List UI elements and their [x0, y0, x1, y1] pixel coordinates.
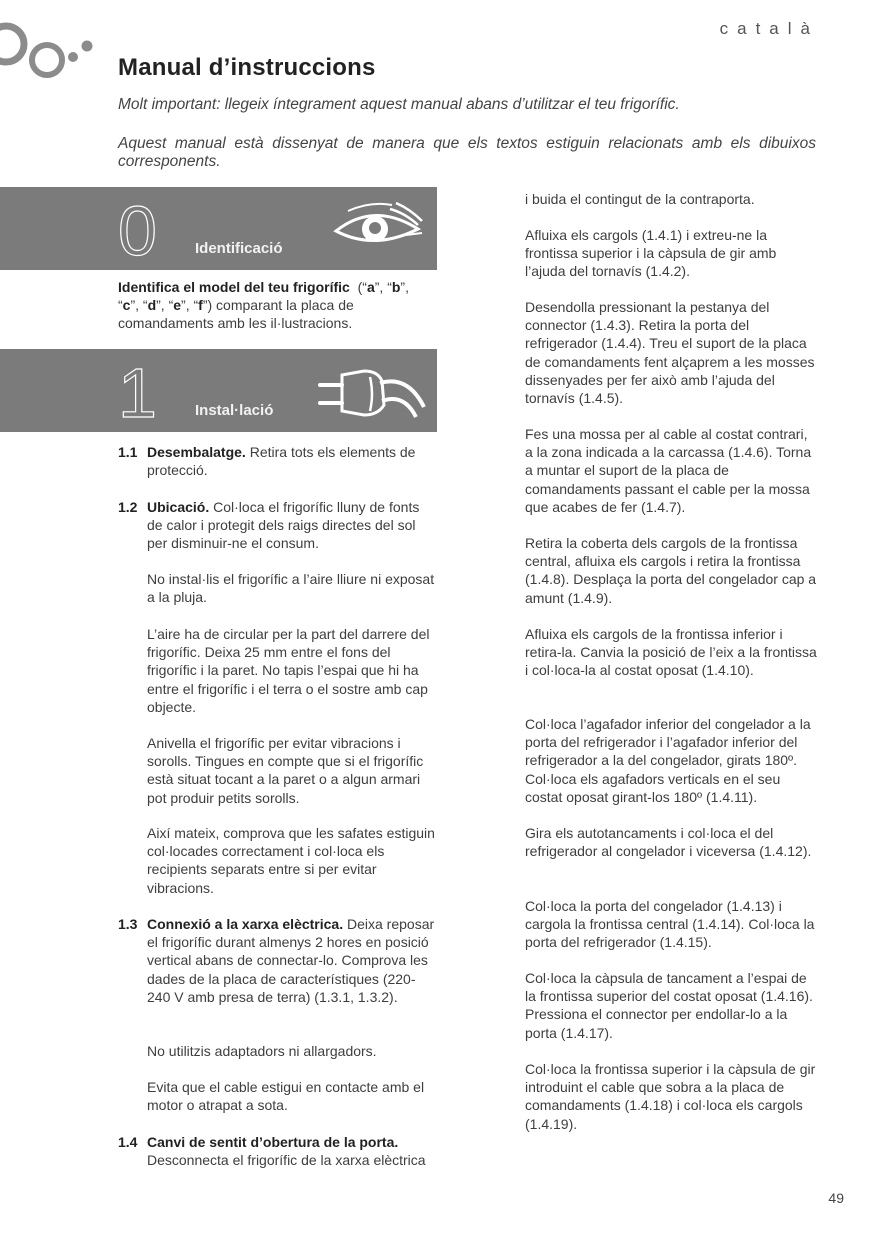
- section-number: 0: [118, 192, 157, 270]
- item-1-1: 1.1 Desembalatge. Retira tots els elements de protecció.: [118, 444, 416, 479]
- item-1-3: 1.3 Connexió a la xarxa elèctrica. Deixa reposar el frigorífic durant almenys 2 hores en posició vertical abans de connectar-lo. Comprova les dades de la placa de característiques (220-240 V amb presa de terra) (1.3.1, 1.3.2).: [118, 916, 435, 1005]
- item-1-4: 1.4 Canvi de sentit d’obertura de la porta. Desconnecta el frigorífic de la xarxa elèctrica: [118, 1134, 426, 1169]
- item-1-3-paragraph: Evita que el cable estigui en contacte amb el motor o atrapat a sota.: [147, 1079, 425, 1114]
- eye-icon: [330, 199, 426, 253]
- section-label: Identificació: [195, 240, 283, 257]
- right-paragraph: Col·loca la càpsula de tancament a l’espai de la frontissa superior del costat oposat (1.4.16). Pressiona el connector per endollar-lo a la porta (1.4.17).: [525, 970, 813, 1041]
- page-title: Manual d’instruccions: [118, 54, 376, 81]
- right-paragraph: Desendolla pressionant la pestanya del connector (1.4.3). Retira la porta del refrigerador (1.4.4). Treu el suport de la placa de comandaments fent alçaprem a les mosses dissenyades per fer això amb l’ajuda del tornavís (1.4.5).: [525, 299, 815, 407]
- right-paragraph: Gira els autotancaments i col·loca el del refrigerador al congelador i viceversa (1.4.12).: [525, 825, 812, 860]
- right-paragraph: i buida el contingut de la contraporta.: [525, 191, 755, 207]
- right-paragraph: Col·loca l’agafador inferior del congelador a la porta del refrigerador i l’agafador inferior del refrigerador a la del congelador, girats 180º. Col·loca els agafadors verticals en el seu costat oposat girant-los 180º (1.4.11).: [525, 716, 811, 805]
- page-number: 49: [828, 1190, 844, 1206]
- section-banner-installation: [0, 349, 437, 432]
- item-1-3-paragraph: No utilitzis adaptadors ni allargadors.: [147, 1043, 377, 1059]
- section-label: Instal·lació: [195, 402, 274, 419]
- right-paragraph: Afluixa els cargols (1.4.1) i extreu-ne la frontissa superior i la càpsula de gir amb l’ajuda del tornavís (1.4.2).: [525, 227, 777, 280]
- section-banner-identification: [0, 187, 437, 270]
- right-paragraph: Retira la coberta dels cargols de la frontissa central, afluixa els cargols i retira la frontissa (1.4.8). Desplaça la porta del congelador cap a amunt (1.4.9).: [525, 535, 817, 606]
- intro-design: Aquest manual està dissenyat de manera que els textos estiguin relacionats amb els dibuixos corresponents.: [118, 135, 816, 170]
- brand-logo-icon: [0, 22, 100, 102]
- right-paragraph: Col·loca la porta del congelador (1.4.13) i cargola la frontissa central (1.4.14). Col·loca la porta del refrigerador (1.4.15).: [525, 898, 815, 951]
- right-paragraph: Fes una mossa per al cable al costat contrari, a la zona indicada a la carcassa (1.4.6). Torna a muntar el suport de la placa de comandaments passant el cable per la mossa que acabes de fer (1.4.7).: [525, 426, 812, 515]
- item-1-2-paragraph: Així mateix, comprova que les safates estiguin col·locades correctament i col·loca els recipients separats entre si per evitar vibracions.: [147, 825, 435, 896]
- item-1-2: 1.2 Ubicació. Col·loca el frigorífic lluny de fonts de calor i protegit dels raigs directes del sol per disminuir-ne el consum.: [118, 499, 420, 552]
- right-paragraph: Col·loca la frontissa superior i la càpsula de gir introduint el cable que sobra a la placa de comandaments (1.4.18) i col·loca els cargols (1.4.19).: [525, 1061, 816, 1132]
- language-label: català: [719, 19, 819, 38]
- section-number: 1: [118, 354, 157, 432]
- plug-icon: [312, 361, 430, 423]
- right-paragraph: Afluixa els cargols de la frontissa inferior i retira-la. Canvia la posició de l’eix a la frontissa i col·loca-la al costat oposat (1.4.10).: [525, 626, 817, 679]
- item-1-2-paragraph: Anivella el frigorífic per evitar vibracions i sorolls. Tingues en compte que si el frigorífic està situat tocant a la paret o a algun armari pot produir petits sorolls.: [147, 735, 424, 806]
- identification-text: Identifica el model del teu frigorífic (“a”, “b”, “c”, “d”, “e”, “f”) comparant la placa de comandaments amb les il·lustracions.: [118, 279, 409, 332]
- item-1-2-paragraph: L’aire ha de circular per la part del darrere del frigorífic. Deixa 25 mm entre el fons del frigorífic i la paret. No tapis l’espai que hi ha entre el frigorífic i el terra o el sostre amb cap objecte.: [147, 626, 430, 715]
- item-1-2-paragraph: No instal·lis el frigorífic a l’aire lliure ni exposat a la pluja.: [147, 571, 435, 606]
- intro-important: Molt important: llegeix íntegrament aquest manual abans d’utilitzar el teu frigorífic.: [118, 96, 680, 113]
